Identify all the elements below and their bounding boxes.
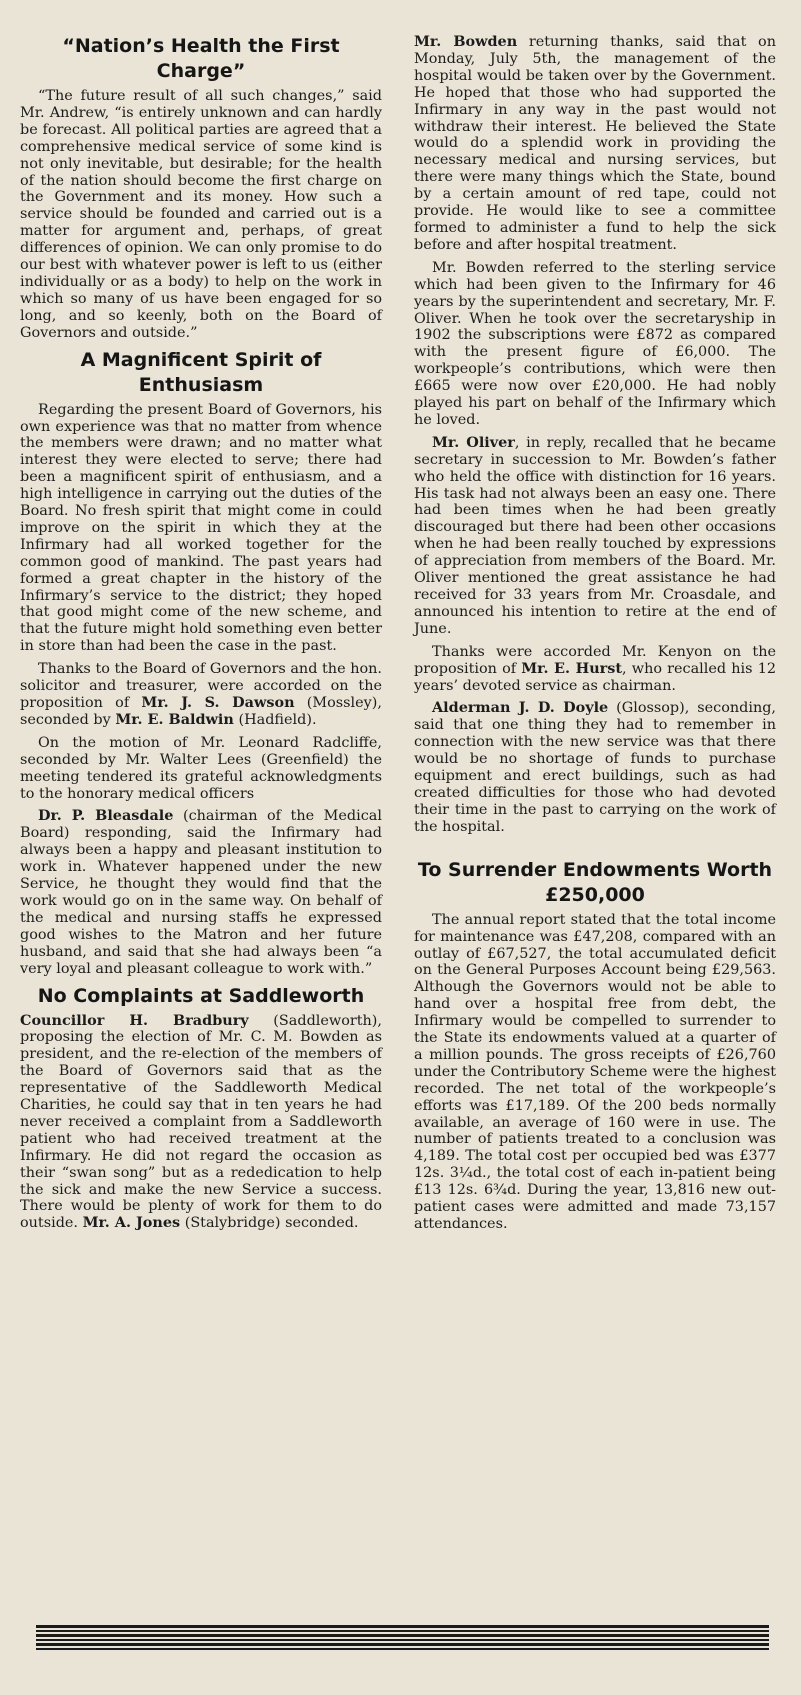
name-dawson: Mr. J. S. Dawson bbox=[141, 694, 295, 711]
paragraph-bowden-thanks: Mr. Bowden returning thanks, said that on Monday, July 5th, the management of the hospital would be taken over by the Government. He hoped that those who had supported the Infirmary in any way in the past would not withdraw their interest. He believed the State would do a splendid work in providing the necessary medical and nursing services, but there were many things which the State, bound by a certain amount of red tape, could not provide. He would like to see a committee formed to administer a fund to help the sick before and after hospital treatment. bbox=[414, 33, 776, 253]
name-baldwin: Mr. E. Baldwin bbox=[115, 710, 234, 728]
rule-line bbox=[36, 1643, 769, 1646]
heading-magnificent-spirit: A Magnificent Spirit of Enthusiasm bbox=[80, 348, 322, 396]
rule-line bbox=[36, 1630, 769, 1632]
bottom-rules bbox=[36, 1625, 769, 1652]
name-hurst: Mr. E. Hurst bbox=[521, 659, 623, 677]
name-jones: Mr. A. Jones bbox=[82, 1214, 181, 1232]
rule-line bbox=[36, 1625, 769, 1628]
name-bradbury: Councillor H. Bradbury bbox=[20, 1011, 249, 1029]
heading-surrender-endowments: To Surrender Endowments Worth £250,000 bbox=[417, 858, 773, 906]
paragraph-kenyon-thanks: Thanks were accorded Mr. Kenyon on the proposition of Mr. E. Hurst, who recalled his 12 years’ devoted service as chairman. bbox=[414, 643, 777, 694]
name-doyle: Alderman J. D. Doyle bbox=[432, 699, 609, 717]
paragraph-andrew-quote: “The future result of all such changes,” said Mr. Andrew, “is entirely unknown and can hardly be forecast. All political parties are agreed that a comprehensive medical service of some kind is not only inevitable, but desirable; for the health of the nation should become the first charge on the Government and its money. How such a service should be founded and carried out is a matter for argument and, perhaps, of great differences of opinion. We can only promise to do our best with whatever power is left to us (either individually or as a body) to help on the work in which so many of us have been engaged for so long, and so keenly, both on the Board of Governors and outside.” bbox=[20, 88, 382, 341]
name-bowden: Mr. Bowden bbox=[414, 33, 518, 50]
heading-no-complaints: No Complaints at Saddleworth bbox=[37, 984, 365, 1007]
paragraph-bradbury: Councillor H. Bradbury (Saddleworth), proposing the election of Mr. C. M. Bowden as president, and the re-election of the members of the Board of Governors said that as the representative of the Saddleworth Medical Charities, he could say that in ten years he had never received a complaint from a Saddleworth patient who had received treatment at the Infirmary. He did not regard the occasion as their “swan song” but as a rededication to help the sick and make the new Service a success. There would be plenty of work for them to do outside. Mr. A. Jones (Stalybridge) seconded. bbox=[20, 1011, 382, 1232]
rule-line bbox=[36, 1639, 769, 1641]
paragraph-annual-report: The annual report stated that the total income for maintenance was £47,208, compared with an outlay of £67,527, the total accumulated deficit on the General Purposes Account being £29,563. Although the Governors would not be able to hand over a hospital free from debt, the Infirmary would be compelled to surrender to the State its endowments valued at a quarter of a million pounds. The gross receipts of £26,760 under the Contributory Scheme were the highest recorded. The net total of the workpeople’s efforts was £17,189. Of the 200 beds normally available, an average of 160 were in use. The number of patients treated to a conclusion was 4,189. The total cost per occupied bed was £377 12s. 3¼d., the total cost of each in-patient being £13 12s. 6¾d. During the year, 13,816 new out-patient cases were admitted and made 73,157 attendances. bbox=[414, 911, 776, 1232]
paragraph-radcliffe-motion: On the motion of Mr. Leonard Radcliffe, seconded by Mr. Walter Lees (Greenfield) the meeting tendered its grateful acknowledgments to the honorary medical officers bbox=[20, 734, 382, 802]
name-bleasdale: Dr. P. Bleasdale bbox=[38, 807, 174, 825]
paragraph-thanks-board: Thanks to the Board of Governors and the hon. solicitor and treasurer, were accorded on the proposition of Mr. J. S. Dawson (Mossley), seconded by Mr. E. Baldwin (Hadfield). bbox=[20, 661, 382, 728]
rule-line bbox=[36, 1634, 769, 1637]
heading-nations-health: “Nation’s Health the First Charge” bbox=[62, 35, 340, 82]
paragraph-bleasdale: Dr. P. Bleasdale (chairman of the Medical Board) responding, said the Infirmary had always been a happy and pleasant institution to work in. Whatever happened under the new Service, he thought they would find that the work would go on in the same way. On behalf of the medical and nursing staffs he expressed good wishes to the Matron and her future husband, and said that she had always been “a very loyal and pleasant colleague to work with.” bbox=[20, 807, 382, 977]
name-oliver: Mr. Oliver bbox=[432, 433, 515, 451]
rule-line bbox=[36, 1648, 769, 1650]
spacer bbox=[414, 842, 776, 858]
left-column bbox=[20, 34, 382, 1238]
paragraph-doyle: Alderman J. D. Doyle (Glossop), seconding, said that one thing they had to remember in connection with the new service was that there would be no shortage of funds to purchase equipment and erect buildings, such as had created difficulties for those who had devoted their time in the past to carrying on the work of the hospital. bbox=[414, 699, 777, 835]
paragraph-board-governors: Regarding the present Board of Governors, his own experience was that no matter from whence the members were drawn; and no matter what interest they were elected to serve; there had been a magnificent spirit of enthusiasm, and a high intelligence in carrying out the duties of the Board. No fresh spirit that might come in could improve on the spirit in which they at the Infirmary had all worked together for the common good of mankind. The past years had formed a great chapter in the history of the Infirmary’s service to the district; they hoped that good might come of the new scheme, and that the future might hold something even better in store than had been the case in the past. bbox=[20, 401, 382, 655]
right-column bbox=[414, 34, 776, 1239]
paragraph-bowden-oliver: Mr. Bowden referred to the sterling service which had been given to the Infirmary for 46 years by the superintendent and secretary, Mr. F. Oliver. When he took over the secretaryship in 1902 the subscriptions were £872 as compared with the present figure of £6,000. The workpeople’s contributions, which were then £665 were now over £20,000. He had nobly played his part on behalf of the Infirmary which he loved. bbox=[414, 259, 776, 428]
paragraph-oliver-reply: Mr. Oliver, in reply, recalled that he became secretary in succession to Mr. Bowden’s father who held the office with distinction for 16 years. His task had not always been an easy one. There had been times when he had been greatly discouraged but there had been other occasions when he had been really touched by expressions of appreciation from members of the Board. Mr. Oliver mentioned the great assistance he had received for 33 years from Mr. Croasdale, and announced his intention to retire at the end of June. bbox=[414, 433, 776, 637]
